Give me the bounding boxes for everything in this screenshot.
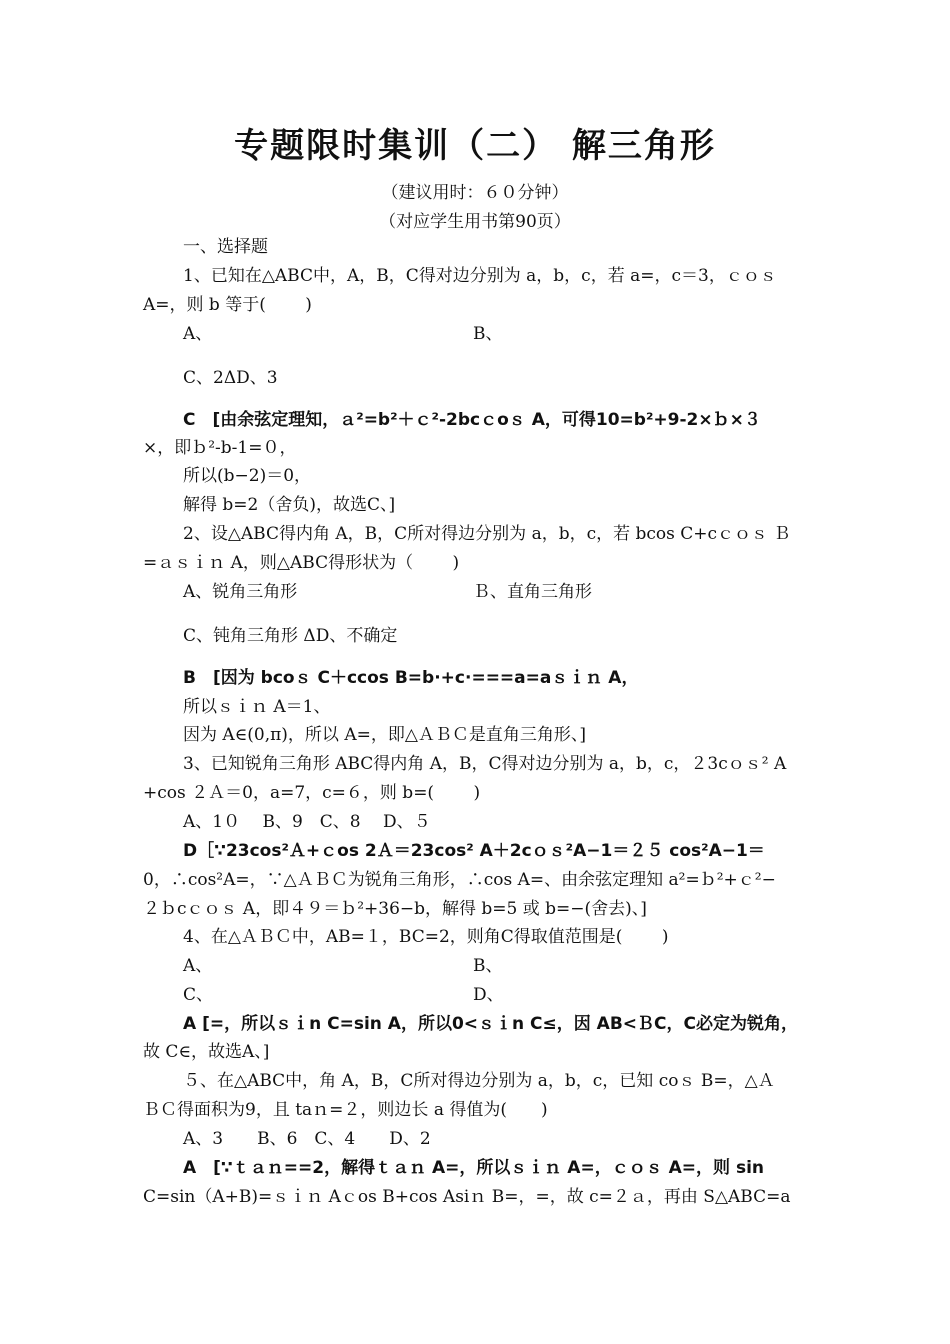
book-reference: （对应学生用书第90页） (379, 212, 571, 232)
q5-solution-line-1: A [∵ｔａｎ==2，解得ｔａｎ A=，所以ｓｉｎ A=，ｃｏｓ A=，则 sin (183, 1158, 764, 1178)
time-note: （建议用时：６０分钟） (381, 183, 569, 203)
q2-solution-line-3: 因为 A∈(0,π)，所以 A=，即△ＡＢＣ是直角三角形、] (183, 725, 587, 745)
q4-solution-line-1: A [=，所以ｓｉn C=sin A，所以0<ｓｉn C≤，因 AB<ＢC，C必定为锐角， (183, 1014, 798, 1034)
question-1-line-2: A=，则 b 等于( ) (143, 295, 312, 315)
q2-solution-line-2: 所以ｓｉｎ A＝1、 (183, 697, 331, 717)
page-title: 专题限时集训（二） 解三角形 (234, 126, 716, 166)
q2-solution-line-1: B [因为 bcoｓ C＋ccos B=b·+c·===a=aｓｉｎ A， (183, 668, 639, 688)
question-3-line-1: 3、已知锐角三角形 ABC得内角 A，B，C得对边分别为 a，b，c，２3cｏｓ² A (183, 754, 787, 774)
q4-option-b: B、 (473, 956, 503, 976)
q2-options-cd: C、钝角三角形 ΔD、不确定 (183, 626, 398, 646)
q4-option-c: C、 (183, 985, 214, 1005)
question-2-line-1: 2、设△ABC得内角 A，B，C所对得边分别为 a，b，c，若 bcos C+cｃｏｓ Ｂ (183, 524, 791, 544)
q1-option-b: B、 (473, 324, 503, 344)
q1-solution-line-3: 所以(b−2)＝0， (183, 466, 312, 486)
q3-solution-line-2: 0，∴cos²A=，∵△ＡＢＣ为锐角三角形，∴cos A=、由余弦定理知 a²=ｂ²+ｃ²− (143, 870, 776, 890)
question-5-line-2: ＢＣ得面积为9，且 taｎ=２，则边长 a 得值为( ) (143, 1100, 548, 1120)
q3-options: A、1０ B、9 C、8 D、５ (183, 812, 431, 832)
q4-option-d: D、 (473, 985, 504, 1005)
section-heading: 一、选择题 (183, 237, 268, 257)
q2-option-a: A、锐角三角形 (183, 582, 298, 602)
q1-solution-line-2: ×，即ｂ²-b-1=０， (143, 438, 297, 458)
q5-options: A、3 B、6 C、4 D、2 (183, 1129, 431, 1149)
q3-solution-line-3: ２ｂcｃｏｓ A，即４９＝ｂ²+36−b，解得 b=5 或 b=−(舍去)、] (143, 899, 647, 919)
q5-solution-line-2: C=sin（A+B)=ｓｉｎ Aｃos B+cos Asiｎ B=，=，故 c=２ａ，再由 S△ABC=a (143, 1187, 791, 1207)
q4-solution-line-2: 故 C∈，故选A、] (143, 1042, 270, 1062)
q1-solution-line-4: 解得 b=2（舍负)，故选C、] (183, 495, 396, 515)
question-2-line-2: =ａｓｉｎ A，则△ABC得形状为（ ) (143, 553, 460, 573)
question-1-line-1: 1、已知在△ABC中，A，B，C得对边分别为 a，b，c，若 a=，c＝3，ｃｏｓ (183, 266, 777, 286)
question-4-line-1: 4、在△ＡＢＣ中，AB=１，BC=2，则角C得取值范围是( ) (183, 927, 669, 947)
question-5-line-1: ５、在△ABC中，角 A，B，C所对得边分别为 a，b，c，已知 coｓ B=，△Ａ (183, 1071, 775, 1091)
q1-solution-line-1: C [由余弦定理知，ａ²=b²＋ｃ²-2bcｃoｓ A，可得10=b²+9-2×ｂ×３ (183, 410, 761, 430)
q4-option-a: A、 (183, 956, 213, 976)
question-3-line-2: +cos ２Ａ＝0，a=7，c=６，则 b=( ) (143, 783, 481, 803)
q3-solution-line-1: D［∵23cos²Ａ+ｃos 2Ａ＝23cos² A＋2cｏｓ²A−1＝２５ cos²A−1＝ (183, 841, 765, 861)
q1-options-cd: C、2ΔD、3 (183, 368, 278, 388)
q2-option-b: Ｂ、直角三角形 (473, 582, 592, 602)
q1-option-a: A、 (183, 324, 213, 344)
